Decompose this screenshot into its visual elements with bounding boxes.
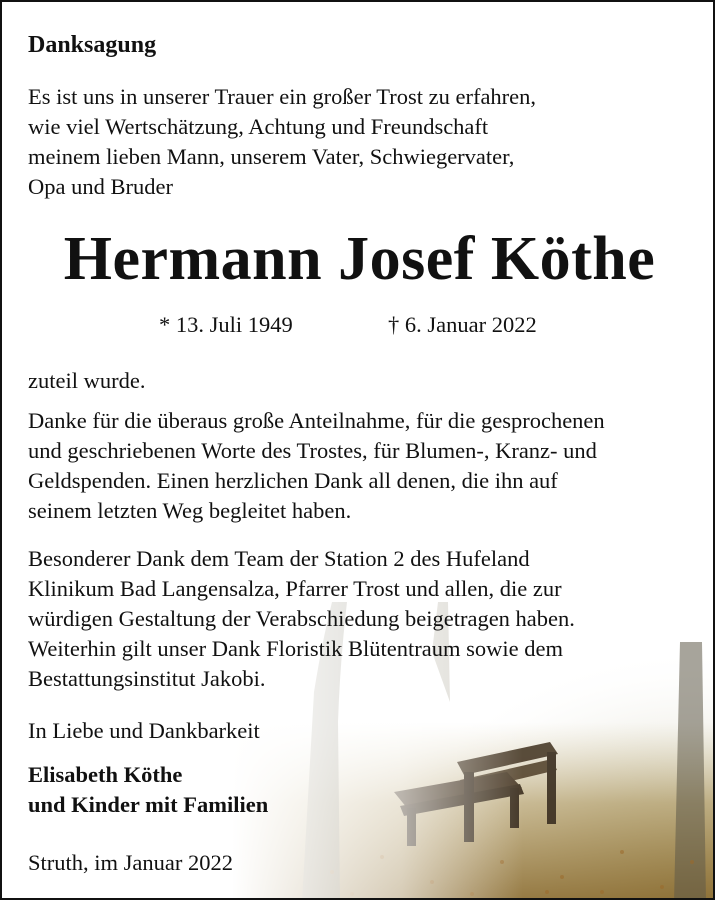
closing-text: In Liebe und Dankbarkeit: [28, 718, 260, 743]
thanks-line: und geschriebenen Worte des Trostes, für Blumen-, Kranz- und: [28, 438, 597, 463]
special-line: würdigen Gestaltung der Verabschiedung beigetragen haben.: [28, 606, 575, 631]
birth-date: * 13. Juli 1949: [159, 312, 293, 337]
intro-line: wie viel Wertschätzung, Achtung und Freundschaft: [28, 114, 489, 139]
signer-line: und Kinder mit Familien: [28, 792, 269, 817]
intro-line: Es ist uns in unserer Trauer ein großer Trost zu erfahren,: [28, 84, 537, 109]
thanks-line: seinem letzten Weg begleitet haben.: [28, 498, 352, 523]
deceased-name: Hermann Josef Köthe: [63, 225, 656, 293]
place-date: Struth, im Januar 2022: [28, 850, 233, 875]
thanks-line: Danke für die überaus große Anteilnahme, für die gesprochenen: [28, 408, 605, 433]
special-thanks-paragraph: [28, 544, 575, 694]
special-line: Bestattungsinstitut Jakobi.: [28, 666, 266, 691]
special-line: Klinikum Bad Langensalza, Pfarrer Trost und allen, die zur: [28, 576, 562, 601]
signer-line: Elisabeth Köthe: [28, 762, 183, 787]
signers: [28, 760, 268, 820]
thanks-paragraph: [28, 406, 605, 526]
intro-paragraph: [28, 82, 536, 202]
special-line: Weiterhin gilt unser Dank Floristik Blütentraum sowie dem: [28, 636, 563, 661]
intro-line: meinem lieben Mann, unserem Vater, Schwiegervater,: [28, 144, 515, 169]
special-line: Besonderer Dank dem Team der Station 2 des Hufeland: [28, 546, 530, 571]
received-text: zuteil wurde.: [28, 368, 146, 393]
intro-line: Opa und Bruder: [28, 174, 173, 199]
thanks-line: Geldspenden. Einen herzlichen Dank all denen, die ihn auf: [28, 468, 558, 493]
death-date: † 6. Januar 2022: [388, 312, 537, 337]
heading: Danksagung: [28, 32, 157, 58]
